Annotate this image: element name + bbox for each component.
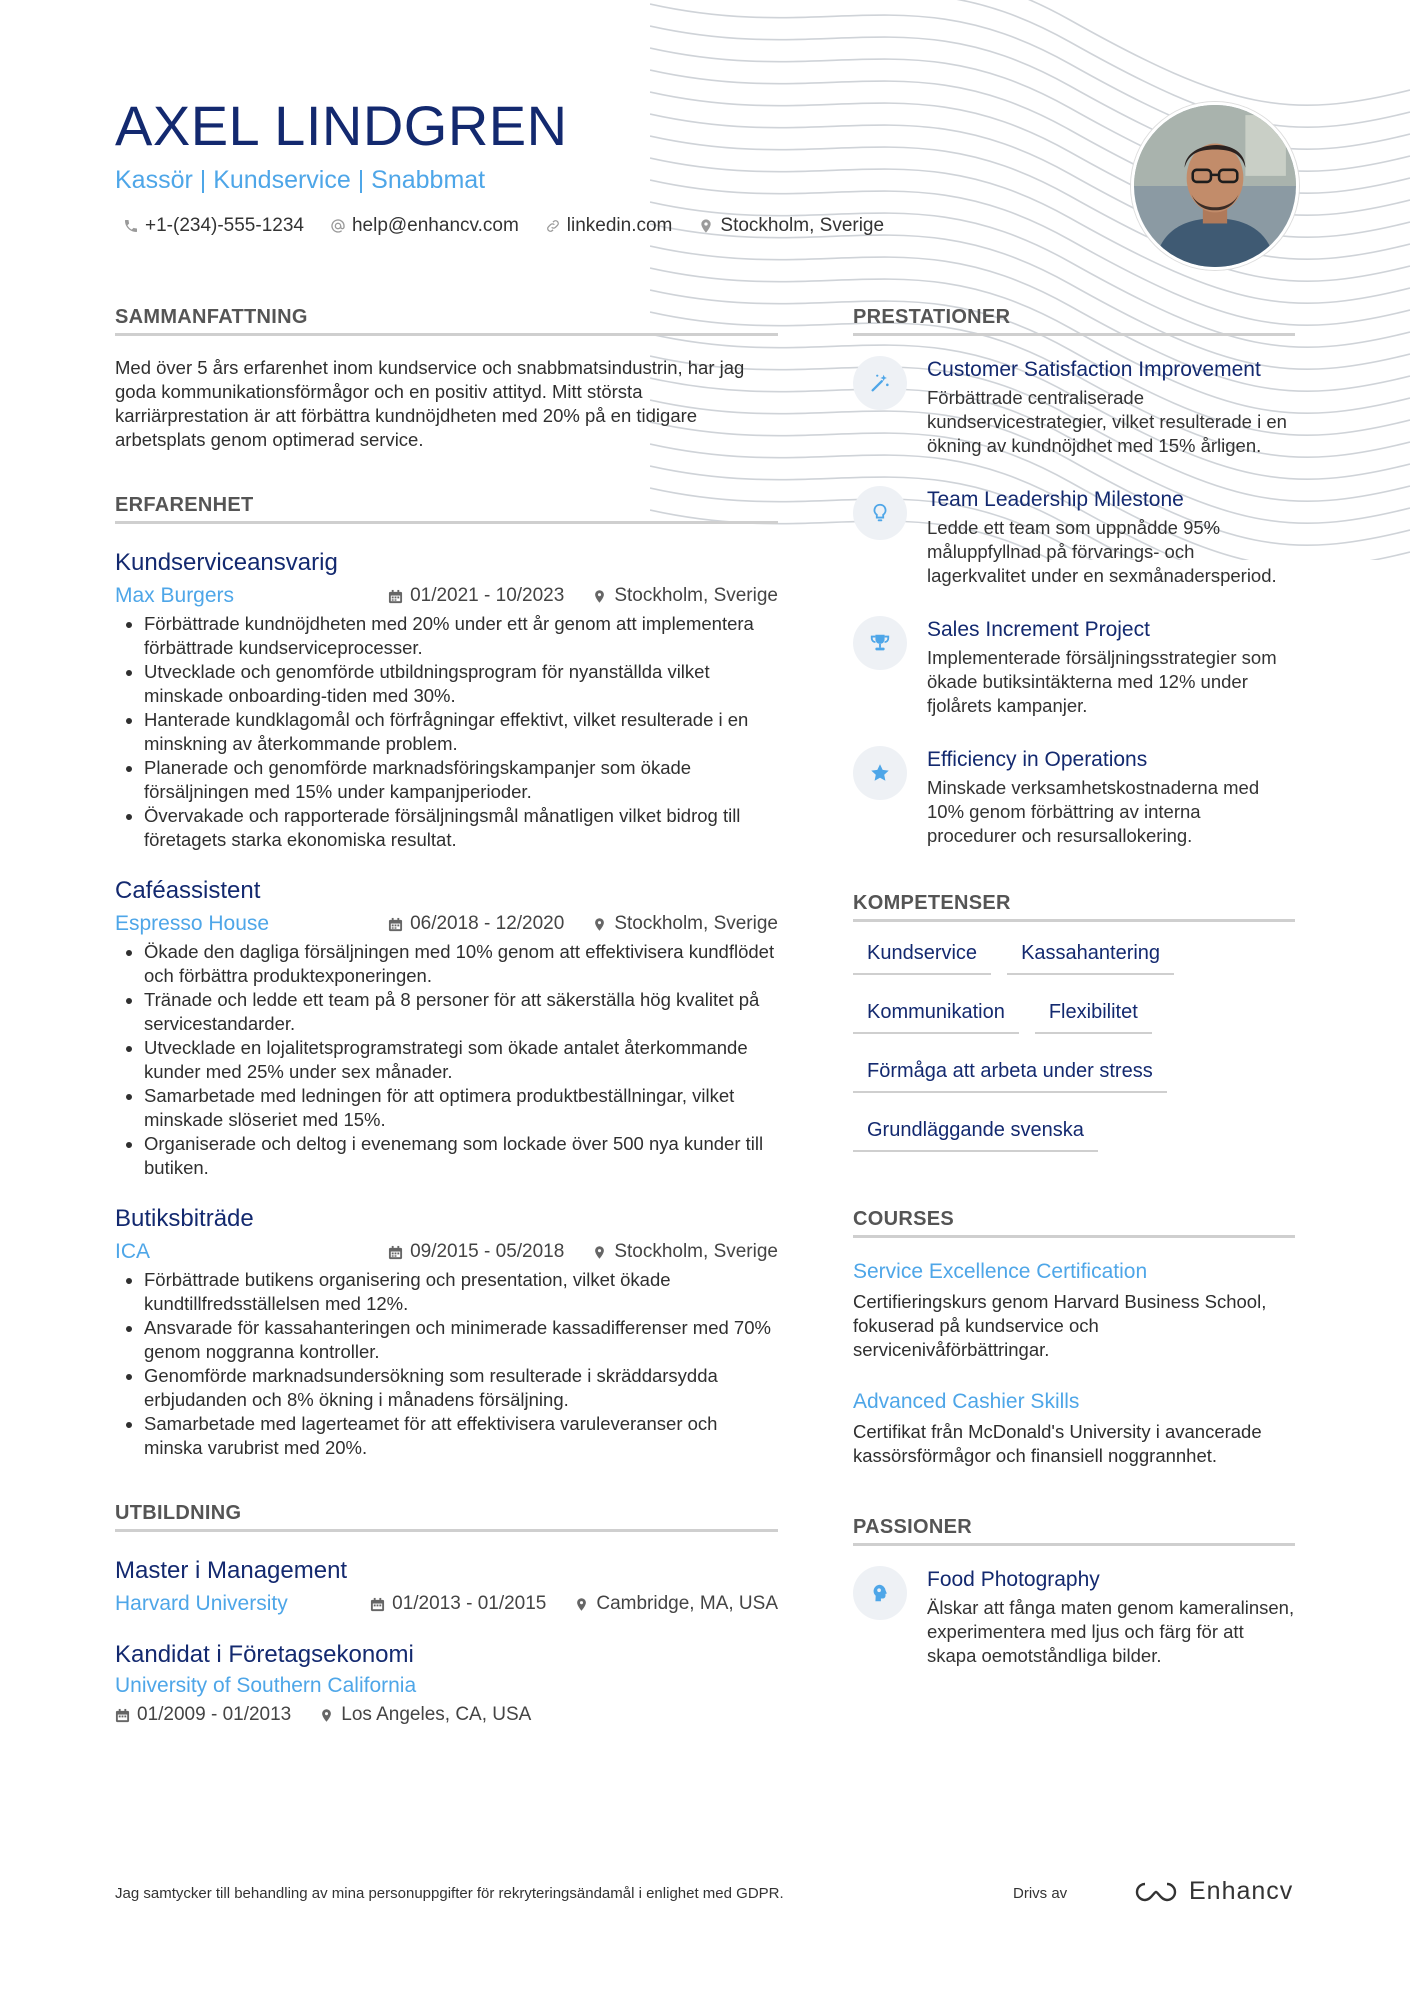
course-item <box>853 1258 1295 1362</box>
achievement-icon-wrap <box>853 746 907 800</box>
candidate-name: AXEL LINDGREN <box>115 94 568 157</box>
achievements-heading: PRESTATIONER <box>853 306 1295 336</box>
bullet-item: • Genomförde marknadsundersökning som resulterade i skräddarsydda erbjudanden och 8% ökning i månadens försäljning. <box>144 1364 778 1412</box>
location-text: Stockholm, Sverige <box>720 215 885 236</box>
job-meta <box>115 912 778 936</box>
skill-tag: Kassahantering <box>1007 936 1174 975</box>
skills-list <box>853 936 1295 1152</box>
achievement-title: Sales Increment Project <box>927 618 1150 641</box>
job-dates <box>388 913 564 935</box>
achievement-item <box>853 486 1295 588</box>
job-location-text: Stockholm, Sverige <box>614 1241 778 1262</box>
profile-photo <box>1131 102 1299 270</box>
calendar-icon <box>388 917 403 932</box>
right-column <box>853 306 1295 1668</box>
edu-location-text: Los Angeles, CA, USA <box>341 1704 532 1725</box>
contact-phone[interactable] <box>123 215 304 237</box>
candidate-subtitle: Kassör | Kundservice | Snabbmat <box>115 166 486 194</box>
edu-dates <box>115 1704 291 1726</box>
wave-line <box>650 0 1410 105</box>
left-column <box>115 306 778 1726</box>
achievement-icon-wrap <box>853 616 907 670</box>
location-pin-icon <box>592 917 607 932</box>
job-dates-text: 06/2018 - 12/2020 <box>410 913 565 934</box>
edu-dates-text: 01/2009 - 01/2013 <box>137 1704 292 1725</box>
trophy-icon <box>869 632 891 654</box>
edu-location <box>319 1704 531 1726</box>
job-location <box>592 1241 778 1263</box>
job-company: Espresso House <box>115 912 270 935</box>
achievement-title: Customer Satisfaction Improvement <box>927 358 1261 381</box>
job-location <box>592 585 778 607</box>
location-pin-icon <box>319 1708 334 1723</box>
location-pin-icon <box>592 589 607 604</box>
contact-linkedin[interactable] <box>545 215 673 237</box>
job-bullets <box>115 612 778 852</box>
achievement-icon-wrap <box>853 356 907 410</box>
achievement-item <box>853 356 1295 458</box>
passions-heading: PASSIONER <box>853 1516 1295 1546</box>
edu-school: University of Southern California <box>115 1674 417 1697</box>
job-role: Caféassistent <box>115 877 261 904</box>
bullet-item: • Övervakade och rapporterade försäljningsmål månatligen vilket bidrog till företagets starka ekonomiska resultat. <box>144 804 778 852</box>
contact-email[interactable] <box>330 215 519 237</box>
edu-location-text: Cambridge, MA, USA <box>596 1593 778 1614</box>
job-company: ICA <box>115 1240 151 1263</box>
achievement-desc: Implementerade försäljningsstrategier som ökade butiksintäkterna med 12% under fjolårets kampanjer. <box>927 647 1277 716</box>
job-bullets <box>115 1268 778 1460</box>
edu-school: Harvard University <box>115 1592 288 1615</box>
achievement-item <box>853 746 1295 848</box>
job-meta <box>115 584 778 608</box>
job-company: Max Burgers <box>115 584 235 607</box>
skill-tag: Kommunikation <box>853 995 1019 1034</box>
achievement-icon-wrap <box>853 486 907 540</box>
person-avatar-icon <box>1134 105 1296 267</box>
lightbulb-icon <box>869 502 891 524</box>
job-meta <box>115 1240 778 1264</box>
location-pin-icon <box>574 1597 589 1612</box>
skill-tag: Grundläggande svenska <box>853 1113 1098 1152</box>
achievement-desc: Ledde ett team som uppnådde 95% måluppfyllnad på förvarings- och lagerkvalitet under en sexmånadersperiod. <box>927 517 1277 586</box>
star-icon <box>869 762 891 784</box>
wave-line <box>650 0 1410 127</box>
edu-meta <box>115 1592 778 1616</box>
summary-heading: SAMMANFATTNING <box>115 306 778 336</box>
location-pin-icon <box>592 1245 607 1260</box>
job-dates <box>388 1241 564 1263</box>
course-desc: Certifieringskurs genom Harvard Business School, fokuserad på kundservice och servicenivåförbättringar. <box>853 1291 1267 1360</box>
experience-heading: ERFARENHET <box>115 494 778 524</box>
brain-icon <box>869 1582 891 1604</box>
bullet-item: • Utvecklade en lojalitetsprogramstrategi som ökade antalet återkommande kunder med 25% under sex månader. <box>144 1036 778 1084</box>
job-dates-text: 01/2021 - 10/2023 <box>410 585 565 606</box>
contact-location <box>698 215 884 237</box>
location-pin-icon <box>698 218 714 234</box>
education-entry <box>115 1640 778 1726</box>
bullet-item: • Tränade och ledde ett team på 8 personer för att säkerställa hög kvalitet på servicestandarder. <box>144 988 778 1036</box>
magic-wand-icon <box>869 372 891 394</box>
edu-dates-text: 01/2013 - 01/2015 <box>392 1593 547 1614</box>
edu-dates <box>370 1593 546 1615</box>
calendar-icon <box>388 589 403 604</box>
education-entry <box>115 1556 778 1616</box>
achievement-title: Efficiency in Operations <box>927 748 1148 771</box>
edu-degree: Master i Management <box>115 1557 348 1584</box>
job-entry <box>115 548 778 852</box>
bullet-item: • Utvecklade och genomförde utbildningsprogram för nyanställda vilket minskade onboarding-tiden med 30%. <box>144 660 778 708</box>
enhancv-logo[interactable] <box>1133 1877 1293 1906</box>
phone-icon <box>123 218 139 234</box>
powered-by-label: Drivs av <box>1013 1885 1068 1902</box>
infinity-logo-icon <box>1133 1880 1179 1904</box>
job-dates <box>388 585 564 607</box>
edu-meta <box>115 1704 778 1726</box>
skill-tag: Förmåga att arbeta under stress <box>853 1054 1167 1093</box>
course-title: Service Excellence Certification <box>853 1260 1148 1283</box>
calendar-icon <box>370 1597 385 1612</box>
email-text: help@enhancv.com <box>351 215 519 236</box>
bullet-item: • Planerade och genomförde marknadsföringskampanjer som ökade försäljningen med 15% under kampanjperioder. <box>144 756 778 804</box>
passion-icon-wrap <box>853 1566 907 1620</box>
education-heading: UTBILDNING <box>115 1502 778 1532</box>
bullet-item: • Förbättrade kundnöjdheten med 20% under ett år genom att implementera förbättrade kundserviceprocesser. <box>144 612 778 660</box>
achievement-item <box>853 616 1295 718</box>
skill-tag: Kundservice <box>853 936 991 975</box>
passion-item <box>853 1566 1295 1668</box>
achievement-desc: Förbättrade centraliserade kundservicestrategier, vilket resulterade i en ökning av kundnöjdhet med 15% årligen. <box>927 387 1287 456</box>
edu-location <box>574 1593 778 1615</box>
contact-row <box>123 215 884 237</box>
course-desc: Certifikat från McDonald's University i avancerade kassörsförmågor och finansiell noggrannhet. <box>853 1421 1262 1466</box>
edu-degree: Kandidat i Företagsekonomi <box>115 1641 414 1668</box>
bullet-item: • Samarbetade med ledningen för att optimera produktbeställningar, vilket minskade slöseriet med 15%. <box>144 1084 778 1132</box>
bullet-item: • Samarbetade med lagerteamet för att effektivisera varuleveranser och minska varubrist med 20%. <box>144 1412 778 1460</box>
job-dates-text: 09/2015 - 05/2018 <box>410 1241 565 1262</box>
summary-text: Med över 5 års erfarenhet inom kundservice och snabbmatsindustrin, har jag goda kommunikationsförmågor och en positiv attityd. Mitt största karriärprestation är att förbättra kundnöjdheten med 20% på en tidigare arbetsplats genom optimerad service. <box>115 357 745 450</box>
job-role: Kundserviceansvarig <box>115 549 338 576</box>
skill-tag: Flexibilitet <box>1035 995 1152 1034</box>
job-location-text: Stockholm, Sverige <box>614 585 778 606</box>
job-role: Butiksbiträde <box>115 1205 254 1232</box>
course-item <box>853 1388 1295 1468</box>
job-location-text: Stockholm, Sverige <box>614 913 778 934</box>
job-bullets <box>115 940 778 1180</box>
linkedin-text: linkedin.com <box>566 215 673 236</box>
bullet-item: • Hanterade kundklagomål och förfrågningar effektivt, vilket resulterade i en minskning av återkommande problem. <box>144 708 778 756</box>
phone-text: +1-(234)-555-1234 <box>145 215 304 236</box>
bullet-item: • Ökade den dagliga försäljningen med 10% genom att effektivisera kundflödet och förbättra produktexponeringen. <box>144 940 778 988</box>
passion-title: Food Photography <box>927 1568 1100 1591</box>
calendar-icon <box>388 1245 403 1260</box>
passion-desc: Älskar att fånga maten genom kameralinsen, experimentera med ljus och färg för att skapa oemotståndliga bilder. <box>927 1597 1295 1666</box>
calendar-icon <box>115 1708 130 1723</box>
course-title: Advanced Cashier Skills <box>853 1390 1080 1413</box>
link-icon <box>545 218 561 234</box>
at-icon <box>330 218 346 234</box>
achievement-desc: Minskade verksamhetskostnaderna med 10% genom förbättring av interna procedurer och resursallokering. <box>927 777 1260 846</box>
job-entry <box>115 876 778 1180</box>
achievement-title: Team Leadership Milestone <box>927 488 1184 511</box>
courses-heading: COURSES <box>853 1208 1295 1238</box>
job-entry <box>115 1204 778 1460</box>
bullet-item: • Organiserade och deltog i evenemang som lockade över 500 nya kunder till butiken. <box>144 1132 778 1180</box>
bullet-item: • Ansvarade för kassahanteringen och minimerade kassadifferenser med 70% genom noggranna kontroller. <box>144 1316 778 1364</box>
brand-name: Enhancv <box>1189 1877 1294 1905</box>
job-location <box>592 913 778 935</box>
gdpr-consent: Jag samtycker till behandling av mina personuppgifter för rekryteringsändamål i enlighet med GDPR. <box>115 1885 784 1902</box>
skills-heading: KOMPETENSER <box>853 892 1295 922</box>
bullet-item: • Förbättrade butikens organisering och presentation, vilket ökade kundtillfredsställelsen med 12%. <box>144 1268 778 1316</box>
